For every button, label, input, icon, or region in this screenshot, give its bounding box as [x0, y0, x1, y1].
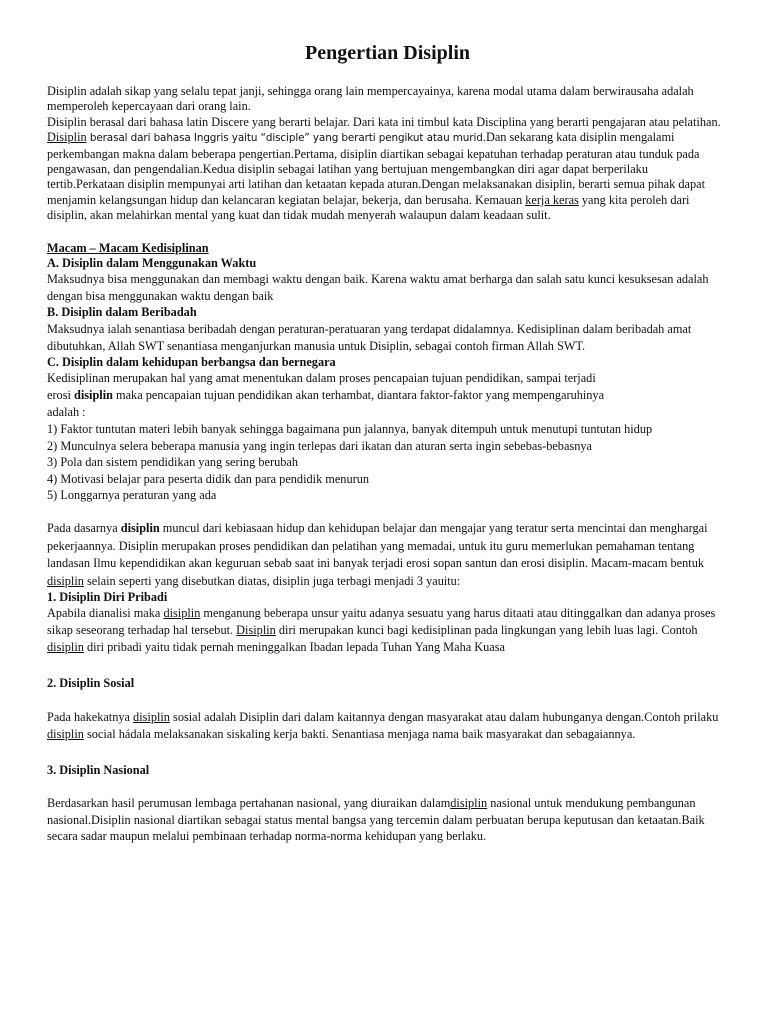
pribadi-title: 1. Disiplin Diri Pribadi — [47, 589, 168, 604]
disiplin-link[interactable]: Disiplin — [236, 623, 276, 638]
section-c-body — [47, 370, 728, 421]
section-a-title: A. Disiplin dalam Menggunakan Waktu — [47, 256, 257, 271]
disiplin-link[interactable]: disiplin — [47, 640, 84, 655]
page-title: Pengertian Disiplin — [304, 42, 470, 64]
sosial-text: Pada hakekatnya — [47, 709, 134, 724]
dasar-text: selain seperti yang disebutkan diatas, disiplin juga terbagi menjadi 3 yauitu: — [83, 573, 461, 588]
section-c-text: maka pencapaian tujuan pendidikan akan terhambat, diantara faktor-faktor yang mempengaruhinya adalah : — [47, 388, 605, 420]
disiplin-link[interactable]: Disiplin — [47, 130, 87, 145]
intro-text: Disiplin berasal dari bahasa latin Discere yang berarti belajar. Dari kata ini timbul kata Disciplina yang berarti pengajaran atau pelatihan. — [47, 114, 721, 129]
pribadi-text: menganung beberapa unsur yaitu adanya sesuatu yang harus ditaati atau ditinggalkan dan adanya proses sikap seseorang terhadap hal tersebut. — [47, 606, 716, 638]
sosial-body — [47, 709, 728, 743]
disiplin-link[interactable]: disiplin — [133, 709, 170, 724]
nasional-body — [47, 795, 728, 845]
pribadi-text: diri pribadi yaitu tidak pernah meninggalkan Ibadan lepada Tuhan Yang Maha Kuasa — [83, 640, 505, 655]
nasional-text: nasional untuk mendukung pembangunan nasional.Disiplin nasional diartikan sebagai status mental bangsa yang tercemin dalam perbuatan berupa keputusan dan ketaatan.Baik secara sadar maupun melalui pembinaan terhadap norma-norma kehidupan yang berlaku. — [47, 796, 705, 844]
intro-text: Dan sekarang kata disiplin mengalami perkembangan makna dalam beberapa pengertian.Pertama, disiplin diartikan sebagai kepatuhan terhadap peraturan atau tunduk pada pengawasan, dan pengendalian.Kedua disiplin sebagai latihan yang bertujuan mengembangkan diri agar dapat berperilaku tertib.Perkataan disiplin mempunyai arti latihan dan ketaatan kepada aturan.Dengan melaksanakan disiplin, berarti semua pihak dapat menjamin kelangsungan hidup dan kelancaran kegiatan belajar, bekerja, dan berusaha. Kemauan — [47, 130, 705, 207]
sosial-text: sosial adalah Disiplin dari dalam kaitannya dengan masyarakat atau dalam hubunganya dengan.Contoh prilaku — [169, 709, 719, 724]
list-item: 2) Munculnya selera beberapa manusia yang ingin terlepas dari ikatan dan aturan serta ingin sebebas-bebasnya — [47, 438, 592, 453]
intro-paragraph-1: Disiplin adalah sikap yang selalu tepat janji, sehingga orang lain mempercayainya, karena modal utama dalam berwirausaha adalah memperoleh kepercayaan dari orang lain. — [47, 84, 694, 114]
sosial-text: social hádala melaksanakan siskaling kerja bakti. Senantiasa menjaga nama baik masyarakat dan sebagaiannya. — [83, 726, 636, 741]
nasional-text: Berdasarkan hasil perumusan lembaga pertahanan nasional, yang diuraikan dalam — [47, 796, 451, 811]
list-item: 4) Motivasi belajar para peserta didik dan para pendidik menurun — [47, 471, 370, 486]
factor-list — [47, 421, 728, 503]
section-c-title: C. Disiplin dalam kehidupan berbangsa dan bernegara — [47, 354, 336, 369]
disiplin-link[interactable]: disiplin — [450, 796, 488, 811]
macam-heading: Macam – Macam Kedisiplinan — [47, 240, 209, 255]
kerja-keras-link[interactable]: kerja keras — [525, 192, 579, 207]
intro-paragraph-2 — [47, 115, 728, 224]
list-item: 1) Faktor tuntutan materi lebih banyak sehingga bagaimana pun jalannya, banyak ditempuh untuk menutupi tuntutan hidup — [47, 422, 653, 437]
intro-text: yang kita peroleh dari disiplin, akan melahirkan mental yang kuat dan tidak mudah menyerah walaupun dalam keadaan sulit. — [47, 192, 690, 223]
pribadi-body — [47, 605, 728, 656]
handwritten-style-text: berasal dari bahasa Inggris yaitu “disciple” yang berarti pengikut atau murid. — [86, 132, 486, 145]
dasar-bold: disiplin — [120, 521, 160, 536]
list-item: 5) Longgarnya peraturan yang ada — [47, 487, 217, 502]
disiplin-link[interactable]: disiplin — [47, 726, 84, 741]
disiplin-link[interactable]: disiplin — [163, 606, 201, 621]
dasar-paragraph — [47, 520, 728, 590]
sosial-title: 2. Disiplin Sosial — [47, 676, 135, 691]
pribadi-text: diri merupakan kunci bagi kedisiplinan pada lingkungan yang lebih luas lagi. Contoh — [275, 623, 698, 638]
dasar-text: muncul dari kebiasaan hidup dan kehidupan belajar dan mengajar yang teratur serta mencintai dan menghargai pekerjaannya. Disiplin merupakan proses pendidikan dan pelatihan yang memadai, untuk itu guru memerlukan pemahaman tentang landasan Ilmu kependidikan akan keguruan sebab saat ini banyak terjadi erosi sopan santun dan erosi disiplin. Macam-macam bentuk — [47, 521, 708, 571]
section-c-bold: disiplin — [73, 388, 113, 403]
disiplin-link[interactable]: disiplin — [47, 573, 84, 588]
section-b-title: B. Disiplin dalam Beribadah — [47, 305, 197, 320]
nasional-title: 3. Disiplin Nasional — [47, 762, 150, 777]
section-c-text: Kedisiplinan merupakan hal yang amat menentukan dalam proses pencapaian tujuan pendidikan, sampai terjadi erosi — [47, 371, 596, 403]
section-a-body: Maksudnya bisa menggunakan dan membagi waktu dengan baik. Karena waktu amat berharga dan salah satu kunci kesuksesan adalah dengan bisa menggunakan waktu dengan baik — [47, 272, 709, 304]
section-b-body: Maksudnya ialah senantiasa beribadah dengan peraturan-peratuaran yang terdapat didalamnya. Kedisiplinan dalam beribadah amat dibutuhkan, Allah SWT senantiasa menganjurkan manusia untuk Disiplin, sebagai contoh firman Allah SWT. — [47, 321, 692, 353]
list-item: 3) Pola dan sistem pendidikan yang sering berubah — [47, 455, 299, 470]
pribadi-text: Apabila dianalisi maka — [47, 606, 164, 621]
dasar-text: Pada dasarnya — [47, 521, 121, 536]
